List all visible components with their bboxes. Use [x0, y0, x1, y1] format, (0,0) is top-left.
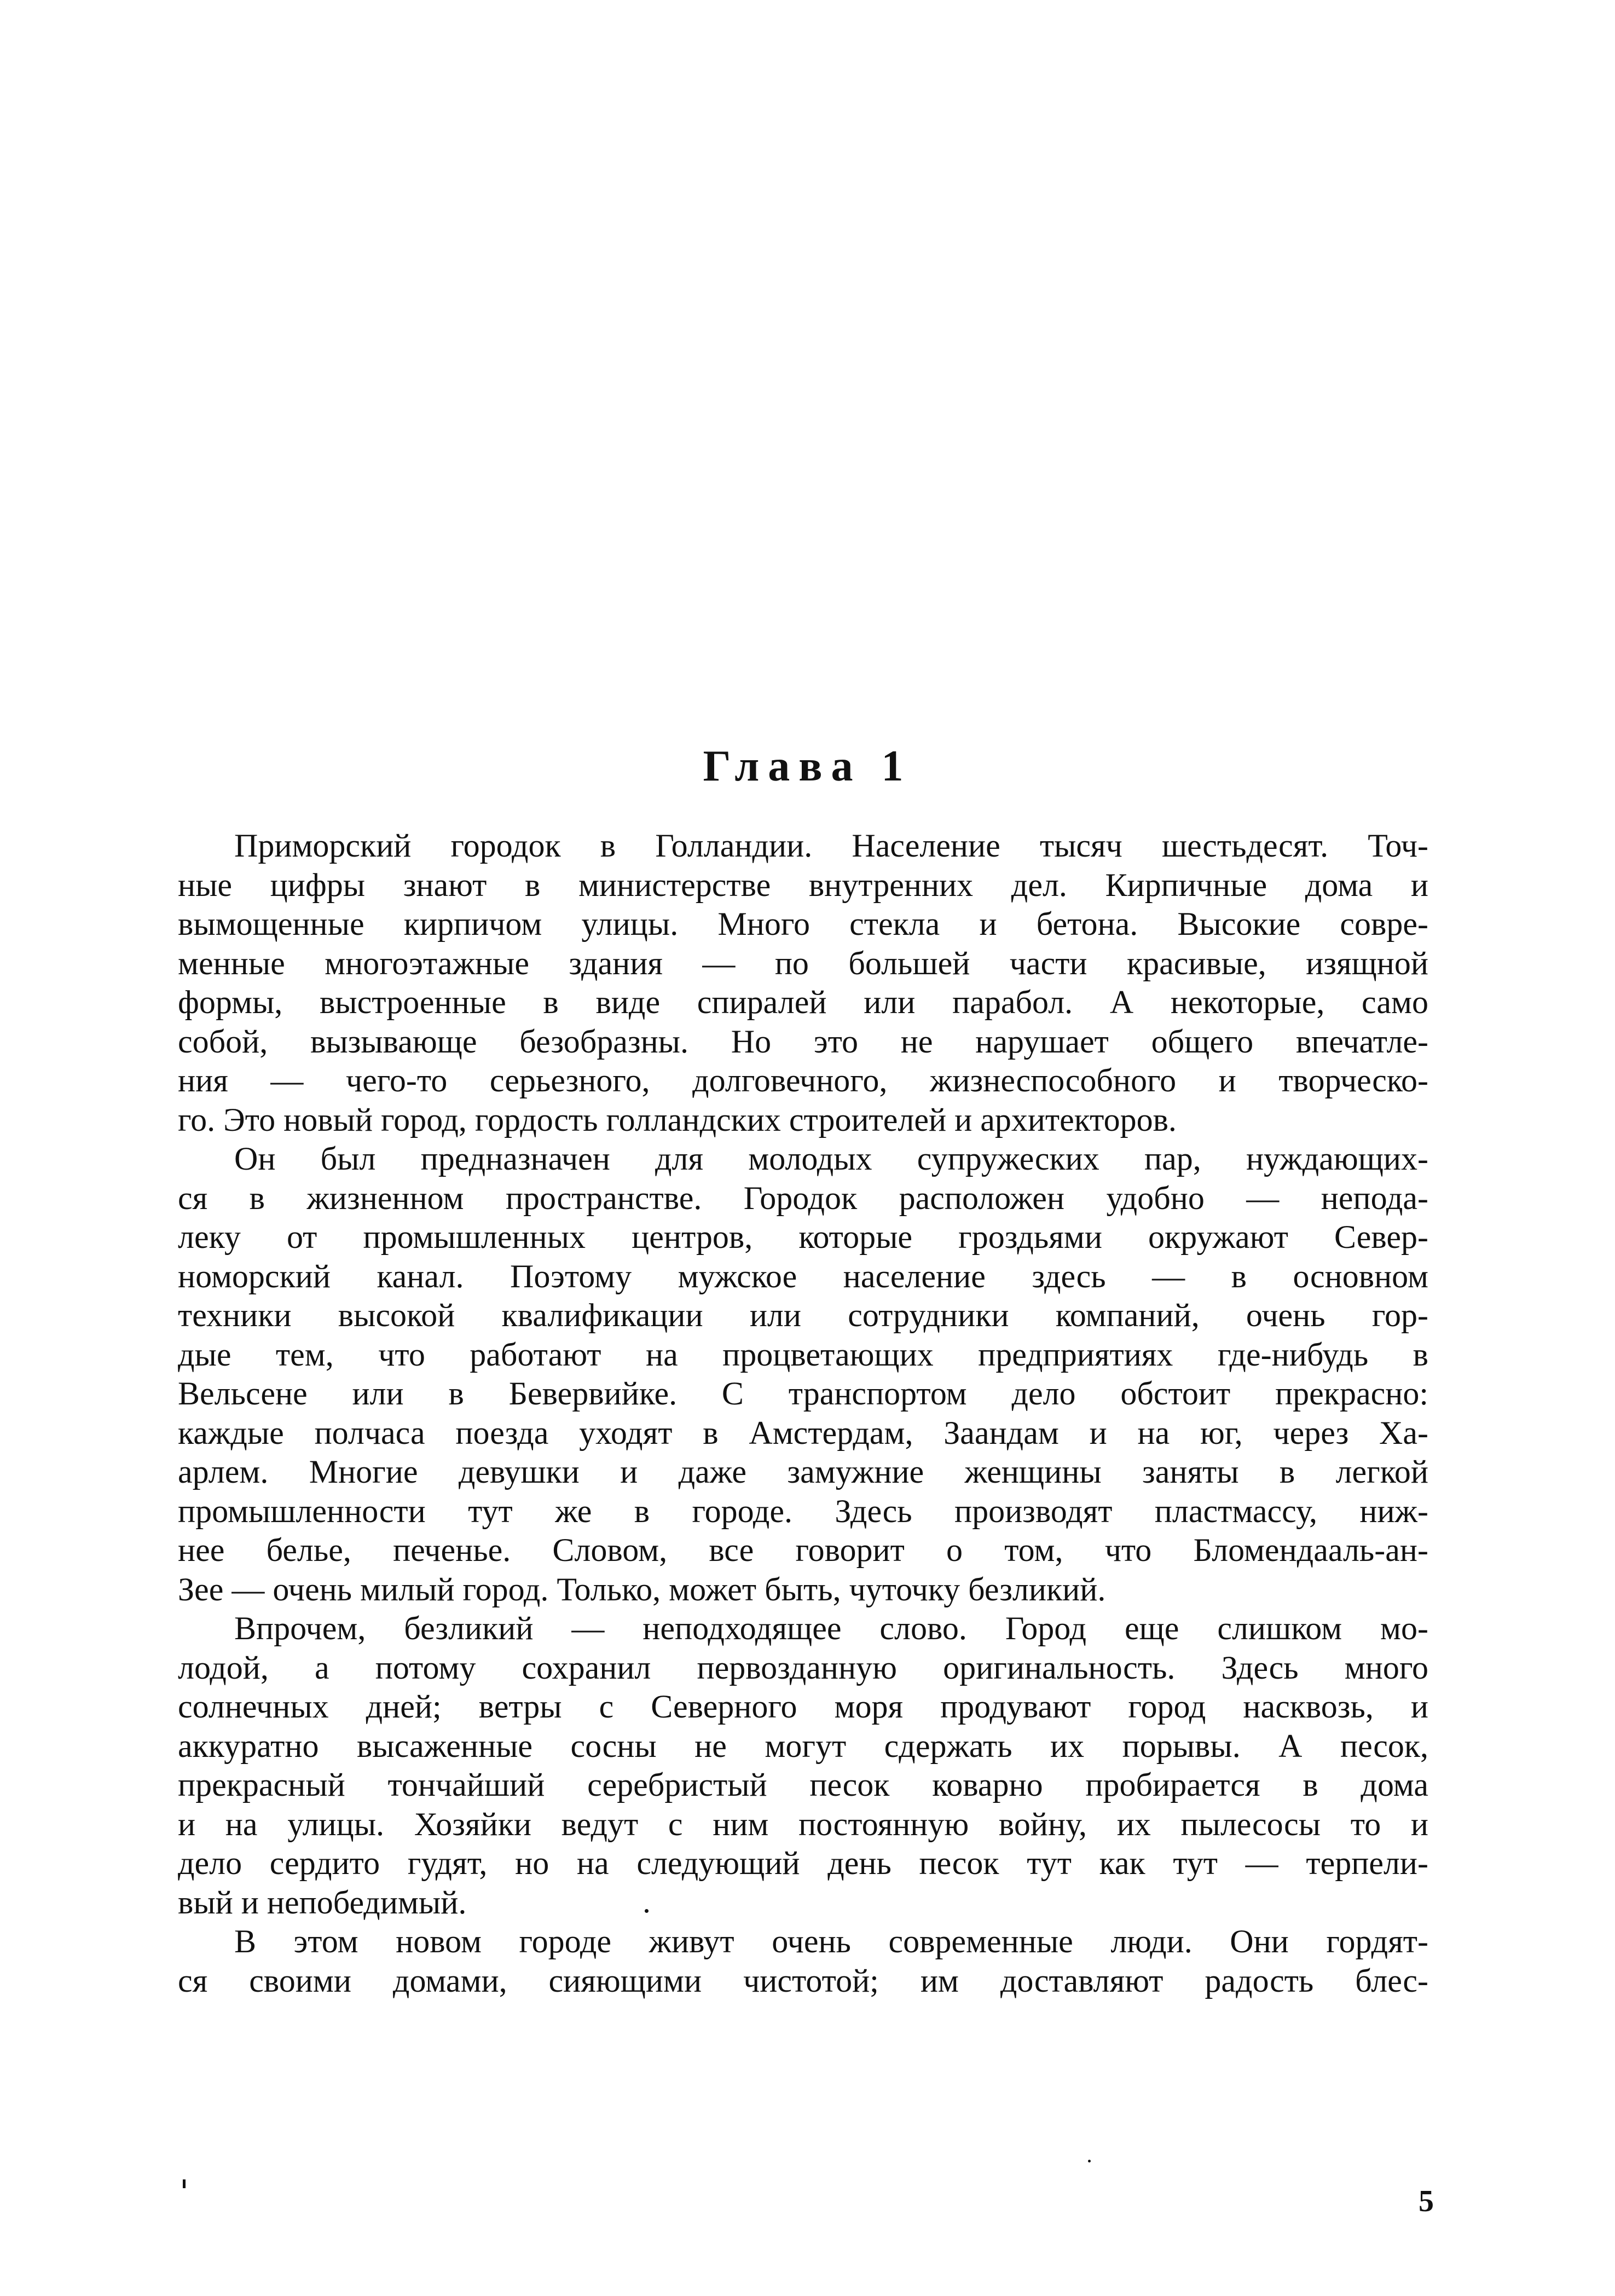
text-line: собой, вызывающе безобразны. Но это не нарушает общего впечатле-: [178, 1023, 1428, 1060]
scan-speck: [645, 1909, 649, 1913]
text-line: лодой, а потому сохранил первозданную оригинальность. Здесь много: [178, 1649, 1428, 1686]
text-line: ся в жизненном пространстве. Городок расположен удобно — непода-: [178, 1179, 1428, 1216]
text-line: арлем. Многие девушки и даже замужние женщины заняты в легкой: [178, 1454, 1428, 1490]
text-line: Зее — очень милый город. Только, может быть, чуточку безликий.: [178, 1571, 1106, 1607]
text-line: техники высокой квалификации или сотрудники компаний, очень гор-: [178, 1297, 1428, 1333]
page-number: 5: [1419, 2184, 1434, 2218]
text-line: прекрасный тончайший серебристый песок коварно пробирается в дома: [178, 1767, 1428, 1803]
text-line: номорский канал. Поэтому мужское население здесь — в основном: [178, 1258, 1428, 1294]
text-line: вый и непобедимый.: [178, 1884, 467, 1921]
paragraph: [178, 1922, 1428, 2000]
text-line: ся своими домами, сияющими чистотой; им доставляют радость блес-: [178, 1962, 1428, 1999]
text-line: В этом новом городе живут очень современные люди. Они гордят-: [234, 1923, 1428, 1959]
text-line: промышленности тут же в городе. Здесь производят пластмассу, ниж-: [178, 1493, 1428, 1529]
text-line: Приморский городок в Голландии. Население тысяч шестьдесят. Точ-: [234, 828, 1428, 864]
text-line: вымощенные кирпичом улицы. Много стекла и бетона. Высокие совре-: [178, 906, 1428, 942]
text-line: ные цифры знают в министерстве внутренних дел. Кирпичные дома и: [178, 866, 1428, 903]
text-line: аккуратно высаженные сосны не могут сдержать их порывы. А песок,: [178, 1727, 1428, 1764]
text-line: ния — чего-то серьезного, долговечного, жизнеспособного и творческо-: [178, 1062, 1428, 1098]
text-line: дело сердито гудят, но на следующий день песок тут как тут — терпели-: [178, 1845, 1428, 1881]
paragraph: [178, 826, 1428, 1140]
paragraph: [178, 1609, 1428, 1922]
text-line: солнечных дней; ветры с Северного моря продувают город насквозь, и: [178, 1688, 1428, 1725]
scan-speck: [1088, 2160, 1091, 2162]
scan-speck: [183, 2179, 186, 2188]
text-line: Вельсене или в Бевервийке. С транспортом дело обстоит прекрасно:: [178, 1375, 1428, 1412]
text-line: леку от промышленных центров, которые гроздьями окружают Север-: [178, 1219, 1428, 1255]
paragraph: [178, 1140, 1428, 1609]
text-line: каждые полчаса поезда уходят в Амстердам, Заандам и на юг, через Ха-: [178, 1414, 1428, 1451]
text-line: и на улицы. Хозяйки ведут с ним постоянную войну, их пылесосы то и: [178, 1806, 1428, 1842]
text-line: формы, выстроенные в виде спиралей или парабол. А некоторые, само: [178, 984, 1428, 1020]
text-line: менные многоэтажные здания — по большей части красивые, изящной: [178, 945, 1428, 981]
text-line: дые тем, что работают на процветающих предприятиях где-нибудь в: [178, 1336, 1428, 1373]
text-line: нее белье, печенье. Словом, все говорит о том, что Бломендааль-ан-: [178, 1532, 1428, 1568]
chapter-heading: Глава 1: [703, 742, 912, 790]
text-line: го. Это новый город, гордость голландских строителей и архитекторов.: [178, 1101, 1177, 1138]
body-text: [178, 826, 1428, 2000]
text-line: Он был предназначен для молодых супружеских пар, нуждающих-: [234, 1141, 1428, 1177]
text-line: Впрочем, безликий — неподходящее слово. Город еще слишком мо-: [234, 1610, 1428, 1646]
